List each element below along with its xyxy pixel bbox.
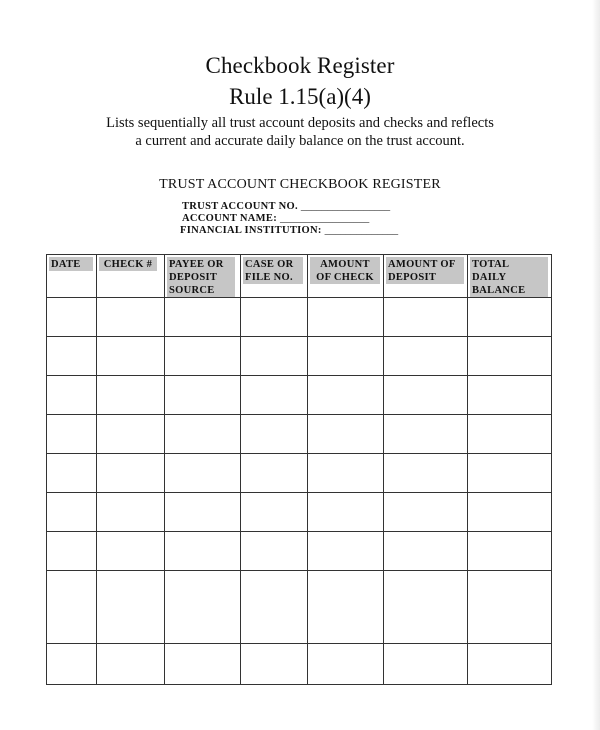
column-header-amount-check-label: AMOUNT OF CHECK — [310, 257, 380, 284]
financial-institution-label: FINANCIAL INSTITUTION: — [180, 225, 322, 236]
description — [0, 114, 600, 150]
column-header-date — [47, 255, 97, 298]
table-row — [47, 571, 552, 644]
column-header-check-number-label: CHECK # — [99, 257, 157, 271]
table-row — [47, 415, 552, 454]
table-row — [47, 337, 552, 376]
page-subtitle-rule: Rule 1.15(a)(4) — [229, 84, 371, 109]
table-row — [47, 532, 552, 571]
column-header-case-label: CASE OR FILE NO. — [243, 257, 303, 284]
table-row — [47, 493, 552, 532]
trust-account-no-blank[interactable]: _________________ — [300, 201, 391, 212]
account-name-label: ACCOUNT NAME: — [182, 213, 277, 224]
column-header-payee-label: PAYEE OR DEPOSIT SOURCE — [167, 257, 235, 297]
column-header-total-daily-balance — [468, 255, 552, 298]
trust-account-no-field[interactable] — [182, 201, 390, 212]
column-header-amount-of-deposit — [384, 255, 468, 298]
financial-institution-field[interactable] — [180, 225, 398, 236]
trust-account-no-label: TRUST ACCOUNT NO. — [182, 201, 298, 212]
column-header-date-label: DATE — [49, 257, 93, 271]
description-line-2: a current and accurate daily balance on the trust account. — [135, 133, 465, 149]
page-title: Checkbook Register — [205, 53, 395, 78]
description-line-1: Lists sequentially all trust account deposits and checks and reflects — [106, 115, 494, 131]
column-header-check-number — [97, 255, 165, 298]
header-row — [47, 255, 552, 298]
column-header-case-or-file-no — [241, 255, 308, 298]
register-table — [46, 254, 552, 685]
register-title: TRUST ACCOUNT CHECKBOOK REGISTER — [159, 177, 441, 192]
table-row — [47, 454, 552, 493]
column-header-payee-or-deposit-source — [165, 255, 241, 298]
table-row — [47, 298, 552, 337]
account-name-field[interactable] — [182, 213, 369, 224]
table-row — [47, 376, 552, 415]
column-header-total-label: TOTAL DAILY BALANCE — [470, 257, 548, 297]
account-name-blank[interactable]: _________________ — [279, 213, 370, 224]
column-header-amount-deposit-label: AMOUNT OF DEPOSIT — [386, 257, 464, 284]
table-row — [47, 644, 552, 685]
financial-institution-blank[interactable]: ______________ — [324, 225, 399, 236]
column-header-amount-of-check — [308, 255, 384, 298]
